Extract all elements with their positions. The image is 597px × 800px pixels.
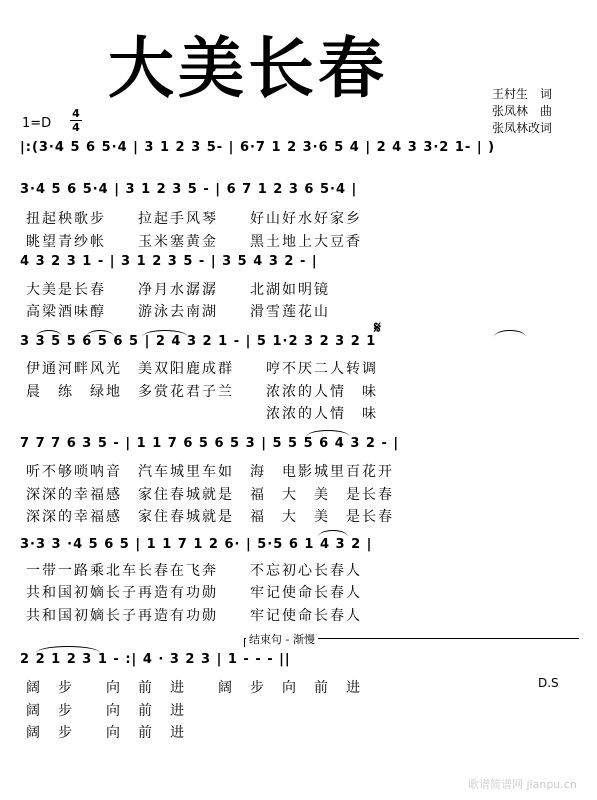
ending-annotation: 结束句 - 渐慢 <box>246 631 318 647</box>
slur-mark <box>306 430 350 437</box>
system-4-lyric-3: 深深的幸福感 家住春城就是 福 大 美 是长春 <box>26 509 394 525</box>
system-5-notes: 3·3 3 ·4 5 6 5 | 1 1 7 1 2 6· | 5·5 6 1 4 3 2 | <box>20 537 373 552</box>
credits-block <box>492 86 552 137</box>
system-6-lyric-2: 阔 步 向 前 进 <box>26 703 186 719</box>
time-signature <box>70 108 82 133</box>
system-2-notes: 4 3 2 3 1 - | 3 1 2 3 5 - | 3 5 4 3 2 - | <box>20 254 318 269</box>
system-6-lyric-3: 阔 步 向 前 进 <box>26 725 186 741</box>
time-top: 4 <box>72 107 80 120</box>
song-title: 大美长春 <box>108 29 388 107</box>
slur-mark <box>494 330 526 337</box>
ds-mark: D.S <box>538 676 559 690</box>
system-1-lyric-1: 扭起秧歌步 拉起手风琴 好山好水好家乡 <box>26 211 362 227</box>
system-0-notes: |:(3·4 5 6 5·4 | 3 1 2 3 5- | 6·7 1 2 3·6 5 4 | 2 4 3 3·2 1- | ) <box>20 140 496 155</box>
slur-mark <box>318 530 348 537</box>
system-3-lyric-3: 浓浓的人情 味 <box>26 406 378 422</box>
slur-mark <box>36 646 100 653</box>
system-3-notes: 3 3 5 5 6 5 6 5 | 2 4 3 2 1 - | 5 1·2 3 2 3 2 1 <box>20 334 377 349</box>
system-4-lyric-2: 深深的幸福感 家住春城就是 福 大 美 是长春 <box>26 487 394 503</box>
system-1-notes: 3·4 5 6 5·4 | 3 1 2 3 5 - | 6 7 1 2 3 6 5·4 | <box>20 182 358 197</box>
lyricist-credit: 王村生 词 <box>492 87 553 101</box>
system-5-lyric-3: 共和国初嫡长子再造有功勋 牢记使命长春人 <box>26 608 362 624</box>
system-4-notes: 7 7 7 6 3 5 - | 1 1 7 6 5 6 5 3 | 5 5 5 6 4 3 2 - | <box>20 436 400 451</box>
system-3-lyric-1: 伊通河畔风光 美双阳鹿成群 哼不厌二人转调 <box>26 361 378 377</box>
system-3-lyric-2: 晨 练 绿地 多赏花君子兰 浓浓的人情 味 <box>26 384 378 400</box>
slur-mark <box>142 330 188 337</box>
key-signature: 1=D <box>22 116 52 131</box>
system-1-lyric-2: 眺望青纱帐 玉米塞黄金 黑土地上大豆香 <box>26 234 362 250</box>
system-5-lyric-1: 一带一路乘北车长春在飞奔 不忘初心长春人 <box>26 563 362 579</box>
time-bottom: 4 <box>72 121 80 134</box>
system-5-lyric-2: 共和国初嫡长子再造有功勋 牢记使命长春人 <box>26 585 362 601</box>
system-6-lyric-1: 阔 步 向 前 进 阔 步 向 前 进 <box>26 680 362 696</box>
slur-mark <box>86 330 114 337</box>
composer-credit: 张凤林 曲 <box>492 104 553 118</box>
slur-mark <box>36 330 62 337</box>
system-2-lyric-2: 高梁酒味醇 游泳去南湖 滑雪莲花山 <box>26 304 330 320</box>
system-2-lyric-1: 大美是长春 净月水潺潺 北湖如明镜 <box>26 282 330 298</box>
system-6-notes: 2 2 1 2 3 1 - :| 4 · 3 2 3 | 1 - - - || <box>20 652 291 667</box>
system-4-lyric-1: 听不够唢呐音 汽车城里车如 海 电影城里百花开 <box>26 464 394 480</box>
adapter-credit: 张凤林改词 <box>492 121 553 135</box>
segno-sign: 𝄋 <box>374 318 381 337</box>
watermark: 歌谱简谱网 jianpu.cn <box>468 778 577 791</box>
